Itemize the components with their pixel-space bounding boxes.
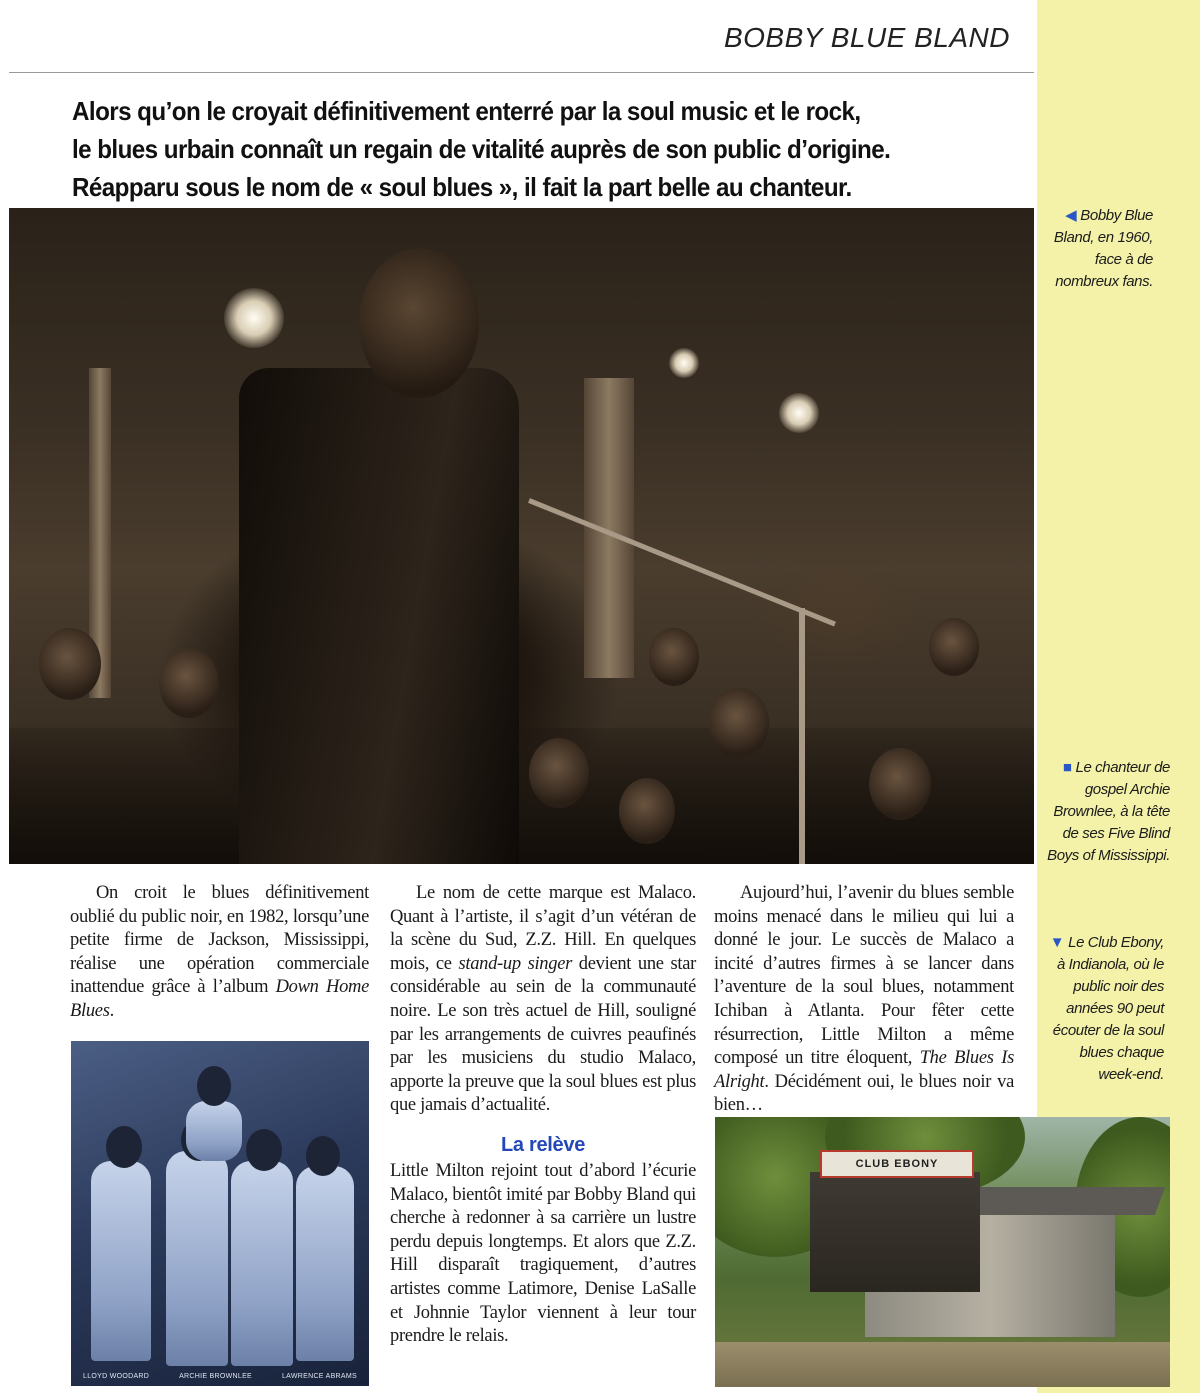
photo-singer-face xyxy=(306,1136,340,1176)
caption-group-photo xyxy=(1042,757,1170,867)
photo-singer-figure xyxy=(296,1166,354,1361)
photo-singer-figure xyxy=(186,1101,242,1161)
section-subheading: La relève xyxy=(500,1133,586,1156)
lead-line: le blues urbain connaît un regain de vitalité auprès de son public d’origine. xyxy=(72,134,891,164)
album-title: Down Home Blues xyxy=(70,977,369,1021)
article-text: Le nom de cette marque est Malaco. Quant à l’artiste, il s’agit d’un vétéran de la scène du Sud, Z.Z. Hill. En quelques mois, ce xyxy=(390,883,696,974)
caption-arrow-left-icon: ◀ xyxy=(1065,207,1077,224)
photo-singer-face xyxy=(197,1066,231,1106)
photo-fan xyxy=(529,738,589,808)
photo-singer-suit xyxy=(239,368,519,864)
photo-bobby-blue-bland-on-stage xyxy=(9,208,1034,864)
song-title: The Blues Is Alright xyxy=(714,1048,1014,1092)
photo-fan xyxy=(929,618,979,676)
photo-stage-light xyxy=(669,348,699,378)
photo-singer-figure xyxy=(166,1151,228,1366)
photo-mic-stand xyxy=(799,608,805,864)
photo-fan xyxy=(619,778,675,844)
article-column-2 xyxy=(390,882,696,1349)
article-text: devient une star considérable au sein de la communauté noire. Le son très actuel de Hill, souligné par les arrangements de cuivres peaufinés par les musiciens du studio Malaco, apporte la preuve que la soul blues est plus que jamais d’actualité. xyxy=(390,953,696,1116)
caption-club-photo xyxy=(1042,932,1164,1086)
photo-fan xyxy=(709,688,769,758)
article-emphasis: stand-up singer xyxy=(458,953,573,974)
lead-paragraph xyxy=(72,92,965,206)
photo-fan xyxy=(39,628,101,700)
article-paragraph xyxy=(70,882,369,1024)
photo-five-blind-boys xyxy=(71,1041,369,1386)
header-rule xyxy=(9,72,1034,73)
photo-ground xyxy=(715,1342,1170,1387)
photo-credits xyxy=(83,1373,357,1380)
photo-singer-face xyxy=(246,1129,282,1171)
article-text: . Décidément oui, le blues noir va bien… xyxy=(714,1071,1014,1116)
article-column-1 xyxy=(70,882,369,1024)
photo-singer-face xyxy=(106,1126,142,1168)
caption-text: Le Club Ebony, à Indianola, où le public noir des années 90 peut écouter de la soul blues chaque week-end. xyxy=(1052,934,1164,1083)
photo-stage-light xyxy=(779,393,819,433)
photo-credit-name: LAWRENCE ABRAMS xyxy=(281,1373,357,1380)
article-paragraph xyxy=(714,882,1014,1118)
caption-text: Le chanteur de gospel Archie Brownlee, à la tête de ses Five Blind Boys of Mississippi. xyxy=(1047,759,1170,864)
running-title: BOBBY BLUE BLAND xyxy=(723,22,1010,53)
caption-text: Bobby Blue Bland, en 1960, face à de nombreux fans. xyxy=(1053,207,1153,290)
photo-singer-figure xyxy=(231,1161,293,1366)
photo-singer-head xyxy=(359,248,479,398)
article-text: On croit le blues définitivement oublié du public noir, en 1982, lorsqu’une petite firme de Jackson, Mississippi, réalise une opération commerciale inattendue grâce à l’album xyxy=(70,883,369,998)
article-text: . xyxy=(109,1000,114,1021)
photo-fan xyxy=(159,648,219,718)
caption-square-icon: ■ xyxy=(1062,759,1072,776)
photo-fan xyxy=(869,748,931,820)
photo-credit-name: LLOYD WOODARD xyxy=(83,1373,150,1380)
photo-singer-figure xyxy=(91,1161,151,1361)
caption-arrow-down-icon: ▼ xyxy=(1049,934,1065,951)
lead-line: Réapparu sous le nom de « soul blues », il fait la part belle au chanteur. xyxy=(72,172,852,202)
article-column-3 xyxy=(714,882,1014,1118)
photo-credit-name: ARCHIE BROWNLEE xyxy=(179,1373,253,1380)
article-text: Aujourd’hui, l’avenir du blues semble moins menacé dans le milieu qui lui a donné le jour. Le succès de Malaco a incité d’autres firmes à se lancer dans l’aventure de la soul blues, notamment Ichiban à Atlanta. Pour fêter cette résurrection, Little Milton a même composé un titre éloquent, xyxy=(714,883,1014,1069)
photo-club-porch xyxy=(810,1172,980,1292)
photo-fan xyxy=(649,628,699,686)
photo-stage-light xyxy=(224,288,284,348)
article-paragraph: Little Milton rejoint tout d’abord l’écurie Malaco, bientôt imité par Bobby Bland qui cherche à redonner à sa carrière un lustre perdu depuis longtemps. Et alors que Z.Z. Hill disparaît tragiquement, d’autres artistes comme Latimore, Denise LaSalle et Johnnie Taylor viennent à leur tour prendre le relais. xyxy=(390,1160,696,1347)
photo-club-sign: CLUB EBONY xyxy=(820,1150,974,1178)
photo-club-ebony xyxy=(715,1117,1170,1387)
photo-mic-stand xyxy=(528,498,836,626)
article-paragraph xyxy=(390,882,696,1118)
lead-line: Alors qu’on le croyait définitivement enterré par la soul music et le rock, xyxy=(72,96,861,126)
caption-main-photo xyxy=(1045,205,1153,293)
photo-club-roof xyxy=(955,1187,1165,1215)
